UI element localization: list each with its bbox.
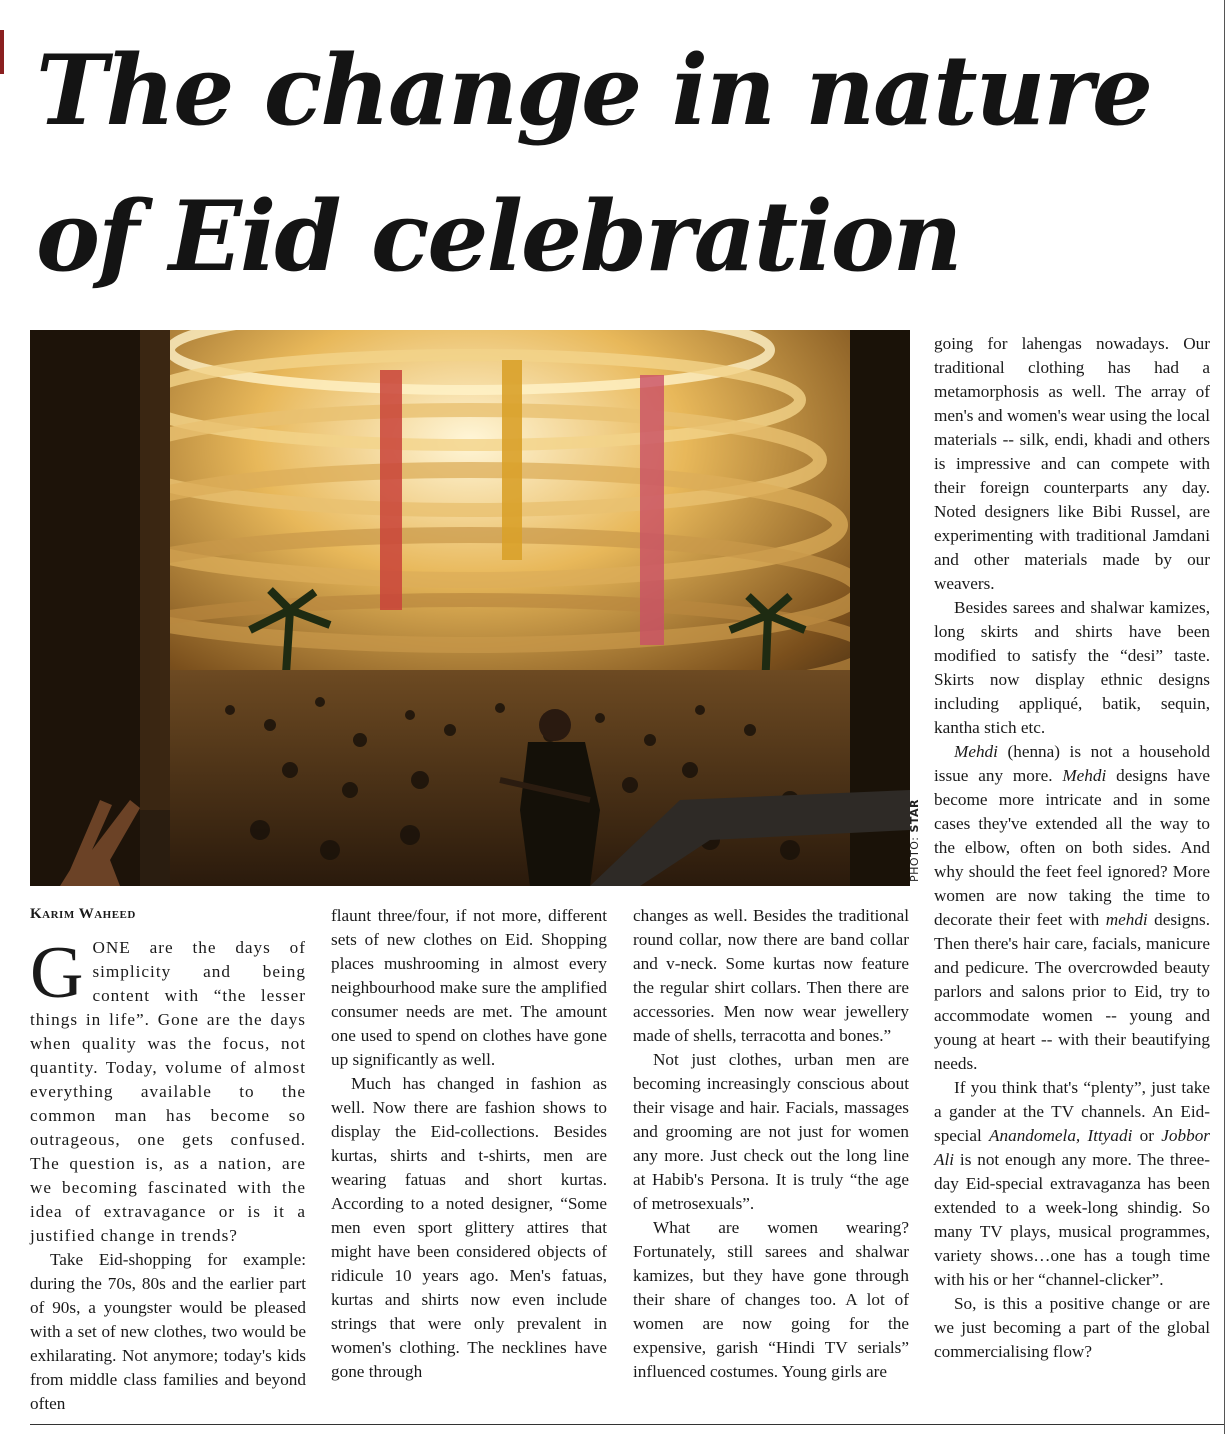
article-column-4 — [934, 332, 1210, 1364]
mall-atrium-image — [30, 330, 910, 886]
headline: The change in nature of Eid celebration — [36, 34, 1152, 293]
paragraph: flaunt three/four, if not more, different sets of new clothes on Eid. Shopping places mushrooming in almost every neighbourhood make sure the amplified consumer needs are met. The amount one used to spend on clothes have gone up significantly as well. — [331, 906, 607, 1069]
drop-cap: G — [30, 932, 85, 1014]
photo-credit: PHOTO: STAR — [908, 798, 921, 882]
paragraph: Besides sarees and shalwar kamizes, long skirts and shirts have been modified to satisfy the “desi” taste. Skirts now display ethnic designs including appliqué, batik, sequin, kantha stich etc. — [934, 598, 1210, 737]
paragraph: Much has changed in fashion as well. Now there are fashion shows to display the Eid-collections. Besides kurtas, shirts and t-shirts, men are wearing fatuas and short kurtas. According to a noted designer, “Some men even sport glittery attires that might have been considered objects of ridicule 10 years ago. Men's fatuas, kurtas and shirts now even include strings that were only prevalent in women's clothing. The necklines have gone through — [331, 1074, 607, 1381]
edge-accent-bar — [0, 30, 4, 74]
paragraph: changes as well. Besides the traditional round collar, now there are band collar and v-neck. Some kurtas now feature the regular shirt collars. Then there are accessories. Men now wear jewellery made of shells, terracotta and bones.” — [633, 906, 909, 1045]
byline: Karim Waheed — [30, 906, 136, 922]
page-border-bottom — [30, 1424, 1224, 1425]
paragraph: So, is this a positive change or are we just becoming a part of the global commercialising flow? — [934, 1294, 1210, 1361]
shopping-mall-photo — [30, 330, 910, 886]
article-column-1 — [30, 902, 306, 1416]
paragraph: going for lahengas nowadays. Our traditional clothing has had a metamorphosis as well. The array of men's and women's wear using the local materials -- silk, endi, khadi and others is impressive and can compete with their foreign counterparts any day. Noted designers like Bibi Russel, are experimenting with traditional Jamdani and other materials made by our weavers. — [934, 334, 1210, 593]
article-column-2 — [331, 904, 607, 1384]
paragraph: What are women wearing? Fortunately, still sarees and shalwar kamizes, but they have gone through their share of changes too. A lot of women are now going for the expensive, garish “Hindi TV serials” influenced costumes. Young girls are — [633, 1218, 909, 1381]
page-border-right — [1224, 0, 1225, 1434]
paragraph: Take Eid-shopping for example: during the 70s, 80s and the earlier part of 90s, a youngster would be pleased with a set of new clothes, two would be exhilarating. Not anymore; today's kids from middle class families and beyond often — [30, 1250, 306, 1413]
lead-paragraph: GONE are the days of simplicity and being content with “the lesser things in life”. Gone are the days when quality was the focus, not quantity. Today, volume of almost everything available to the common man has become so outrageous, one gets confused. The question is, as a nation, are we becoming fascinated with the idea of extravagance or is it a justified change in trends? — [30, 932, 306, 1245]
article-column-3 — [633, 904, 909, 1384]
paragraph: If you think that's “plenty”, just take a gander at the TV channels. An Eid-special Anandomela, Ittyadi or Jobbor Ali is not enough any more. The three-day Eid-special extravaganza has been extended to a week-long shindig. So many TV plays, musical programmes, variety shows…one has a tough time with his or her “channel-clicker”. — [934, 1078, 1210, 1289]
paragraph: Not just clothes, urban men are becoming increasingly conscious about their visage and hair. Facials, massages and grooming are not just for women any more. Just check out the long line at Habib's Persona. It is truly “the age of metrosexuals”. — [633, 1050, 909, 1213]
paragraph: Mehdi (henna) is not a household issue any more. Mehdi designs have become more intricate and in some cases they've extended all the way to the elbow, often on both sides. And why should the feet feel ignored? More women are now taking the time to decorate their feet with mehdi designs. Then there's hair care, facials, manicure and pedicure. The overcrowded beauty parlors and salons prior to Eid, try to accommodate women -- young and young at heart -- with their beautifying needs. — [934, 742, 1210, 1073]
